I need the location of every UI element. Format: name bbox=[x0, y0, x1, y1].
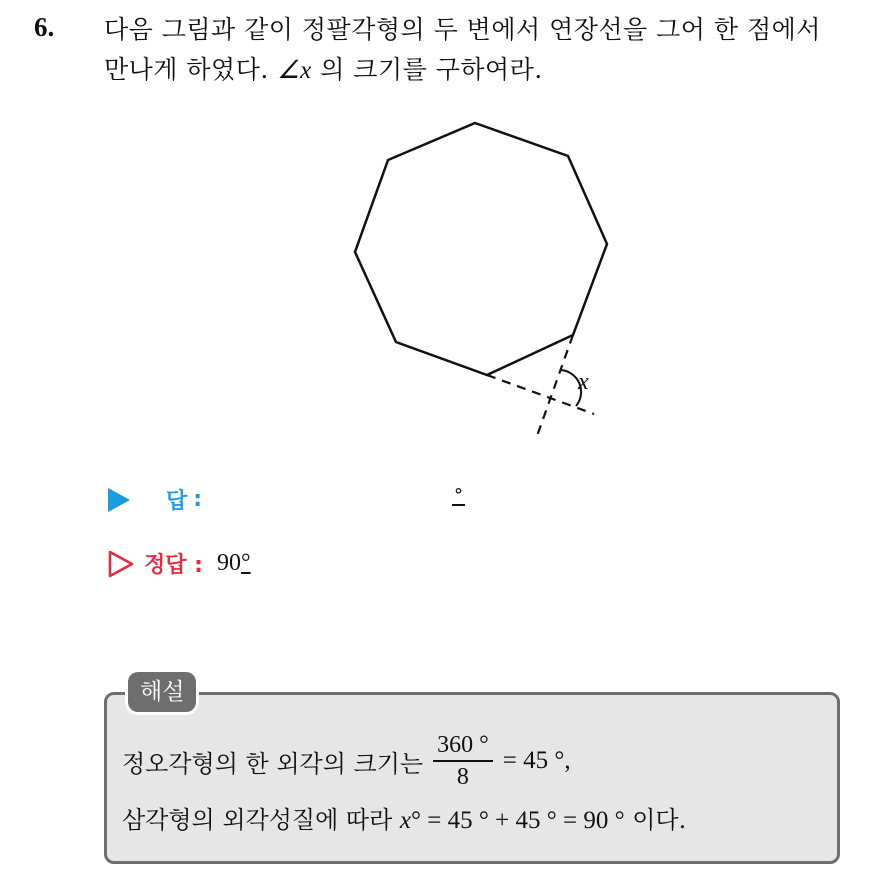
question-line-2 bbox=[104, 50, 874, 91]
solution-line-2 bbox=[122, 800, 686, 835]
answer-label: 답 bbox=[166, 489, 188, 514]
angle-label: x bbox=[578, 369, 589, 395]
solution-equation: ° = 45 ° + 45 ° = 90 ° bbox=[411, 807, 625, 834]
solution-line-2-suffix: 이다. bbox=[624, 806, 687, 834]
solution-variable-x: x bbox=[399, 807, 412, 834]
correct-row bbox=[108, 548, 251, 579]
question-line-1: 다음 그림과 같이 정팔각형의 두 변에서 연장선을 그어 한 점에서 bbox=[104, 15, 821, 44]
solution-line-1 bbox=[122, 730, 571, 792]
fraction-numerator: 360 ° bbox=[433, 730, 493, 762]
solution-line-1-result: = 45 °, bbox=[502, 747, 571, 774]
correct-value bbox=[217, 550, 251, 577]
answer-colon: : bbox=[193, 487, 203, 512]
question-line-2-suffix: 의 크기를 구하여라. bbox=[311, 55, 543, 84]
answer-row bbox=[108, 484, 202, 515]
angle-x-symbol: ∠x bbox=[277, 57, 312, 84]
question-text bbox=[104, 10, 874, 91]
correct-unit: ° bbox=[240, 550, 251, 576]
fraction-denominator: 8 bbox=[456, 764, 469, 790]
octagon-shape bbox=[355, 123, 607, 375]
blue-triangle-icon bbox=[108, 488, 130, 512]
solution-fraction bbox=[433, 730, 493, 792]
answer-unit: ° bbox=[454, 485, 463, 506]
red-outline-triangle-icon bbox=[108, 550, 134, 578]
correct-label: 정답 : bbox=[144, 553, 203, 578]
solution-line-1-prefix: 정오각형의 한 외각의 크기는 bbox=[122, 749, 424, 778]
solution-line-2-prefix: 삼각형의 외각성질에 따라 bbox=[122, 806, 400, 834]
question-number: 6. bbox=[34, 12, 55, 42]
octagon-figure bbox=[340, 108, 620, 448]
solution-tag: 해설 bbox=[128, 672, 196, 712]
correct-number: 90 bbox=[216, 550, 241, 576]
question-line-2-prefix: 만나게 하였다. bbox=[104, 55, 278, 84]
